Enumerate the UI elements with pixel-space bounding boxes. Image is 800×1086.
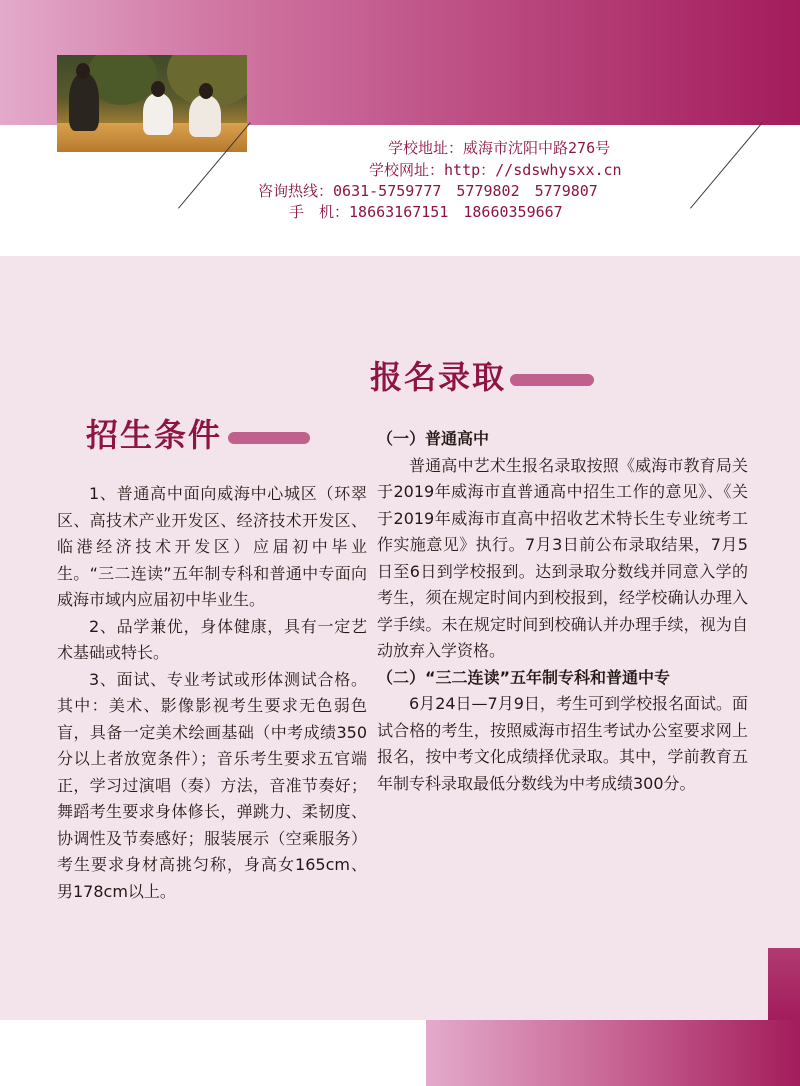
address-label: 学校地址：: [388, 139, 464, 157]
footer-gradient-band: [426, 1020, 800, 1086]
photo-person: [69, 73, 99, 131]
registration-admission-heading: 报名录取: [370, 358, 507, 396]
subsection-title-five-year: （二）“三二连读”五年制专科和普通中专: [377, 667, 671, 687]
enrollment-conditions-heading: 招生条件: [86, 416, 223, 454]
high-school-admission-text: 普通高中艺术生报名录取按照《威海市教育局关于2019年威海市直普通高中招生工作的意见》、《关于2019年威海市直高中招收艺术特长生专业统考工作实施意见》执行。7月3日前公布录取结果，7月5日至6日到学校报到。达到录取分数线并同意入学的考生，须在规定时间内到校报到，经学校确认办理入学手续。未在规定时间到校确认并办理手续，视为自动放弃入学资格。: [377, 455, 748, 660]
photo-person: [143, 93, 173, 135]
decorative-corner-block: [768, 948, 800, 1020]
photo-person-head: [199, 83, 213, 99]
website-link[interactable]: http：//sdswhysxx.cn: [444, 161, 622, 179]
consult-hotline: [258, 180, 598, 202]
enrollment-conditions-body: [57, 481, 367, 905]
school-address: [388, 137, 610, 159]
website-label: 学校网址：: [369, 161, 445, 179]
school-website: [369, 159, 622, 181]
five-year-admission-text: 6月24日—7月9日，考生可到学校报名面试。面试合格的考生，按照威海市招生考试办公室要求网上报名，按中考文化成绩择优录取。其中，学前教育五年制专科录取最低分数线为中考成绩300分。: [377, 694, 748, 793]
students-photo: [57, 55, 247, 152]
hotline-label: 咨询热线：: [258, 182, 334, 200]
mobile-label: 手 机：: [289, 203, 350, 221]
photo-person-head: [76, 63, 90, 79]
decorative-diagonal-line: [690, 122, 763, 208]
registration-admission-body: [377, 426, 748, 797]
photo-person: [189, 95, 221, 137]
heading-accent-bar: [510, 374, 594, 386]
mobile-value: 18663167151 18660359667: [349, 203, 563, 221]
condition-item-1: 1、普通高中面向威海中心城区（环翠区、高技术产业开发区、经济技术开发区、临港经济技术开发区）应届初中毕业生。“三二连读”五年制专科和普通中专面向威海市域内应届初中毕业生。: [57, 484, 367, 609]
hotline-value: 0631-5759777 5779802 5779807: [333, 182, 598, 200]
condition-item-3: 3、面试、专业考试或形体测试合格。其中：美术、影像影视考生要求无色弱色盲，具备一定美术绘画基础（中考成绩350分以上者放宽条件）；音乐考生要求五官端正，学习过演唱（奏）方法，音准节奏好；舞蹈考生要求身体修长，弹跳力、柔韧度、协调性及节奏感好；服装展示（空乘服务）考生要求身材高挑匀称，身高女165cm、男178cm以上。: [57, 669, 367, 901]
address-value: 威海市沈阳中路276号: [463, 139, 611, 157]
condition-item-2: 2、品学兼优，身体健康，具有一定艺术基础或特长。: [57, 616, 367, 662]
photo-person-head: [151, 81, 165, 97]
mobile-phone: [289, 201, 563, 223]
heading-accent-bar: [228, 432, 310, 444]
subsection-title-high-school: （一）普通高中: [377, 429, 490, 448]
